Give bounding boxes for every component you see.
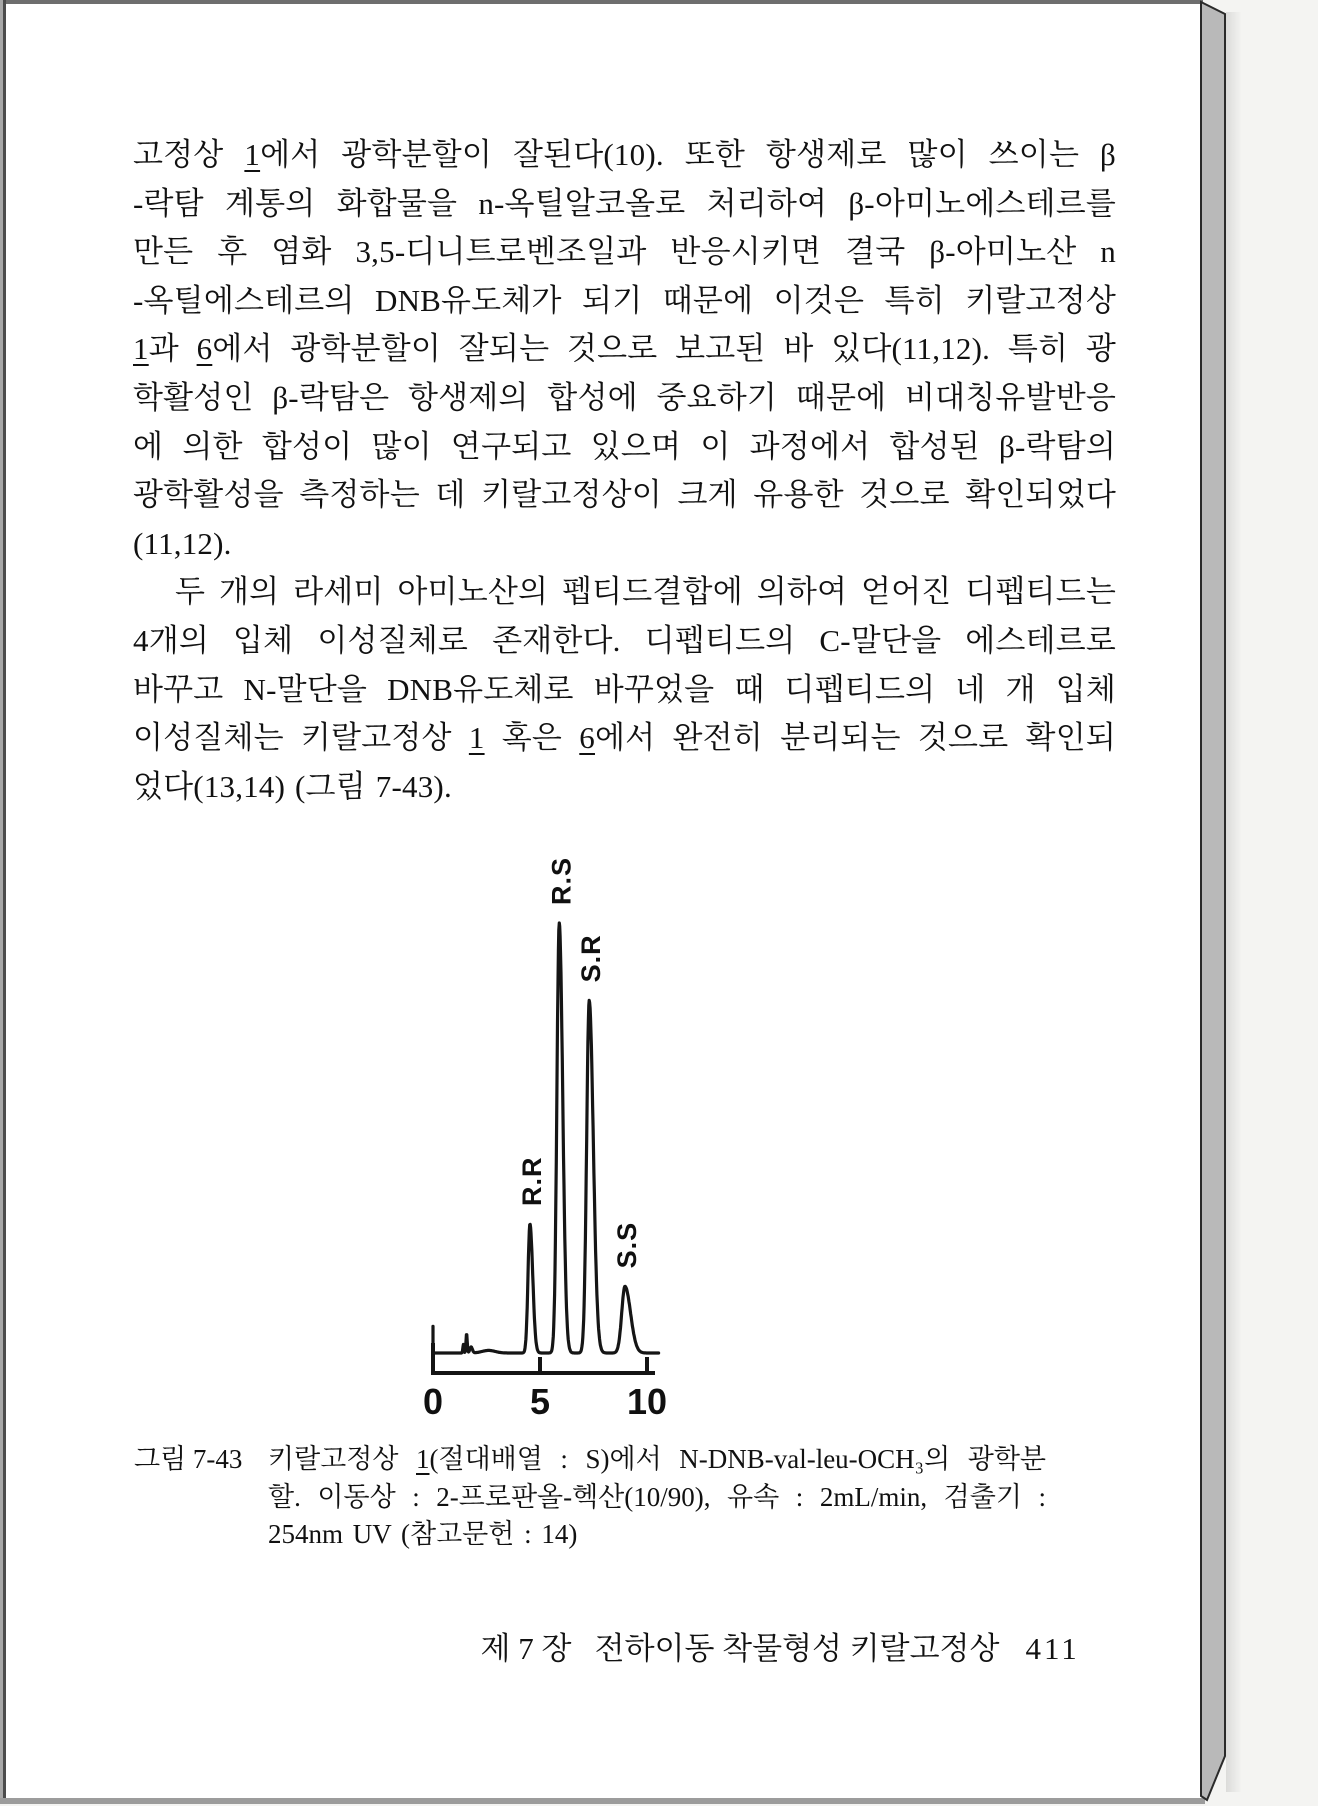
text-segment: 혹은 <box>484 720 580 756</box>
text-segment: 에서 완전히 분리되는 것으로 확인되 <box>594 720 1116 756</box>
text-segment: 고정상 <box>133 137 245 172</box>
text-line <box>133 325 1116 374</box>
text-line <box>133 180 1116 229</box>
text-line <box>133 568 1116 617</box>
peak-label-RS: R.S <box>546 856 577 905</box>
text-line <box>133 763 1116 812</box>
figure-caption-label: 그림 7-43 <box>134 1444 243 1474</box>
text-line <box>268 1479 1046 1517</box>
peak-label-SS: S.S <box>612 1221 642 1269</box>
page-edge-strip <box>1201 2 1225 1800</box>
underlined-compound-number: 1 <box>468 720 485 756</box>
text-segment: 254nm UV (참고문헌 : 14) <box>268 1519 578 1549</box>
running-title: 제 7 장 전하이동 착물형성 키랄고정상 <box>480 1631 1000 1666</box>
text-segment: 에서 광학분할이 잘되는 것으로 보고된 바 있다(11,12). 특히 광 <box>212 331 1116 367</box>
text-line <box>268 1441 1046 1479</box>
text-segment: 키랄고정상 <box>268 1444 416 1474</box>
chromatogram-svg <box>355 846 700 1424</box>
text-segment: (11,12). <box>133 525 232 561</box>
x-tick-label: 0 <box>422 1381 444 1422</box>
text-segment: 과 <box>148 331 197 367</box>
text-line <box>133 277 1116 326</box>
text-segment: 할. 이동상 : 2-프로판올-헥산(10/90), 유속 : 2mL/min, 검출기 : <box>268 1481 1046 1512</box>
figure-chromatogram <box>355 846 700 1424</box>
text-line <box>133 520 1116 569</box>
x-tick-label: 10 <box>626 1381 668 1422</box>
text-line <box>133 131 1116 180</box>
text-line <box>133 471 1116 520</box>
text-segment: 바꾸고 N-말단을 DNB유도체로 바꾸었을 때 디펩티드의 네 개 입체 <box>133 671 1116 707</box>
text-segment: -락탐 계통의 화합물을 n-옥틸알코올로 처리하여 β-아미노에스테르를 <box>133 185 1116 221</box>
peak-label-SR: S.R <box>576 934 607 983</box>
chromatogram-trace <box>433 923 659 1353</box>
text-line <box>268 1516 1046 1554</box>
underlined-compound-number: 6 <box>196 331 213 367</box>
text-segment: 이성질체는 키랄고정상 <box>133 720 469 756</box>
text-line <box>133 714 1116 763</box>
text-segment: 4개의 입체 이성질체로 존재한다. 디펩티드의 C-말단을 에스테르로 <box>133 622 1116 658</box>
figure-caption-text <box>268 1441 1046 1554</box>
figure-caption <box>134 1441 1054 1554</box>
underlined-compound-number: 1 <box>244 137 261 172</box>
x-tick-label: 5 <box>529 1381 551 1422</box>
text-line <box>133 374 1116 423</box>
underlined-compound-number: 1 <box>416 1444 430 1474</box>
peak-label-RR: R.R <box>516 1156 547 1206</box>
text-segment: 에서 광학분할이 잘된다(10). 또한 항생제로 많이 쓰이는 β <box>260 137 1116 172</box>
page-number: 411 <box>1025 1631 1080 1666</box>
underlined-compound-number: 1 <box>133 331 149 367</box>
text-line <box>133 666 1116 715</box>
text-line <box>133 617 1116 666</box>
text-segment: 학활성인 β-락탐은 항생제의 합성에 중요하기 때문에 비대칭유발반응 <box>133 379 1116 415</box>
underlined-compound-number: 6 <box>579 720 595 756</box>
text-segment: (절대배열 : S)에서 N-DNB-val-leu-OCH₃의 광학분 <box>429 1444 1046 1474</box>
text-segment: 만든 후 염화 3,5-디니트로벤조일과 반응시키면 결국 β-아미노산 n <box>133 234 1116 270</box>
text-segment: 두 개의 라세미 아미노산의 펩티드결합에 의하여 얻어진 디펩티드는 <box>175 574 1116 610</box>
text-segment: 었다(13,14) (그림 7-43). <box>133 768 452 804</box>
page-footer <box>465 1587 1080 1668</box>
text-segment: 광학활성을 측정하는 데 키랄고정상이 크게 유용한 것으로 확인되었다 <box>133 477 1116 513</box>
text-line <box>133 423 1116 472</box>
body-text <box>133 131 1116 811</box>
text-segment: 에 의한 합성이 많이 연구되고 있으며 이 과정에서 합성된 β-락탐의 <box>133 428 1116 464</box>
text-segment: -옥틸에스테르의 DNB유도체가 되기 때문에 이것은 특히 키랄고정상 <box>133 282 1116 318</box>
text-line <box>133 228 1116 277</box>
